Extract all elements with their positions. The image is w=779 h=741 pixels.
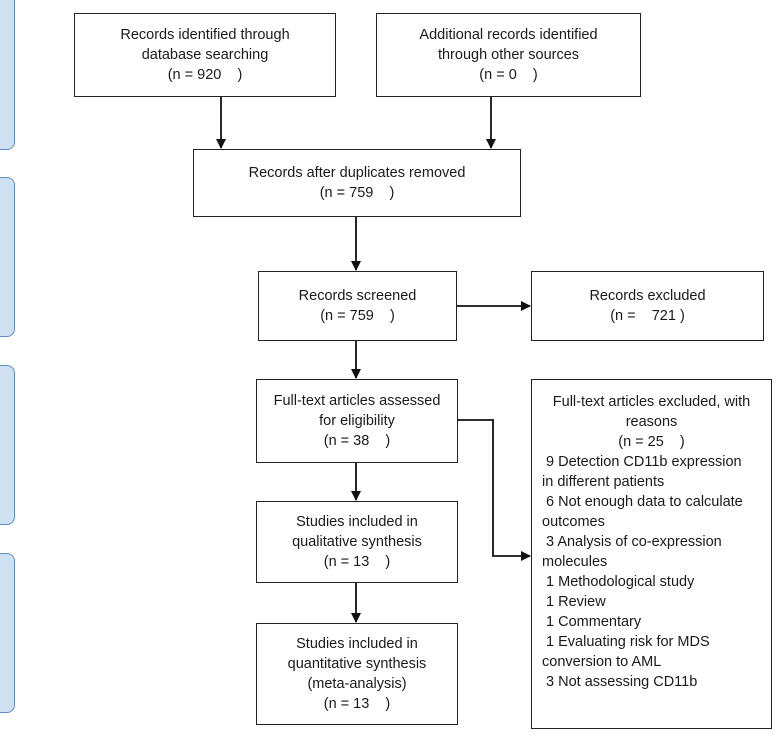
reason-line: 1 Methodological study: [542, 574, 695, 590]
reason-line: in different patients: [542, 474, 665, 490]
box-records-screened: [258, 271, 457, 341]
reason-line: 9 Detection CD11b expression: [542, 454, 742, 470]
box-line: Full-text articles excluded, with: [552, 394, 751, 410]
box-count: (n = 13 ): [323, 554, 391, 570]
box-fulltext-excluded: [531, 379, 772, 729]
reason-line: outcomes: [542, 514, 605, 530]
reason-line: molecules: [542, 554, 608, 570]
box-count: (n = 13 ): [323, 696, 391, 712]
reason-line: 3 Analysis of co-expression: [542, 534, 722, 550]
box-line: Full-text articles assessed: [273, 393, 441, 409]
box-line: Additional records identified: [419, 27, 598, 43]
box-count: (n = 25 ): [618, 434, 685, 450]
box-records-excluded: [531, 271, 764, 341]
box-duplicates-removed: [193, 149, 521, 217]
box-line: (meta-analysis): [307, 676, 407, 692]
box-line: reasons: [625, 414, 678, 430]
box-fulltext-assessed: [256, 379, 458, 463]
box-count: (n = 38 ): [323, 433, 391, 449]
box-line: quantitative synthesis: [287, 656, 427, 672]
reason-line: 1 Review: [542, 594, 606, 610]
box-line: through other sources: [437, 47, 580, 63]
box-line: Records after duplicates removed: [248, 165, 466, 181]
box-count: (n = 759 ): [320, 308, 395, 324]
box-line: Studies included in: [296, 636, 418, 652]
box-count: (n = 759 ): [319, 185, 395, 201]
reason-line: conversion to AML: [542, 654, 662, 670]
reason-line: 6 Not enough data to calculate: [542, 494, 743, 510]
box-line: Records screened: [298, 288, 417, 304]
box-line: Records identified through: [120, 27, 290, 43]
box-line: Records excluded: [589, 288, 706, 304]
box-count: (n = 0 ): [479, 67, 538, 83]
box-line: qualitative synthesis: [292, 534, 422, 550]
box-line: for eligibility: [319, 413, 395, 429]
reason-line: 3 Not assessing CD11b: [542, 674, 698, 690]
reason-line: 1 Evaluating risk for MDS: [542, 634, 710, 650]
box-qualitative-synthesis: [256, 501, 458, 583]
box-count: (n = 920 ): [167, 67, 243, 83]
box-other-sources: [376, 13, 641, 97]
box-line: Studies included in: [296, 514, 418, 530]
arrow-fulltext-to-ftexcluded: [457, 420, 530, 556]
reason-line: 1 Commentary: [542, 614, 642, 630]
box-quantitative-synthesis: [256, 623, 458, 725]
box-database-searching: [74, 13, 336, 97]
box-count: (n = 721 ): [610, 308, 685, 324]
box-line: database searching: [141, 47, 269, 63]
